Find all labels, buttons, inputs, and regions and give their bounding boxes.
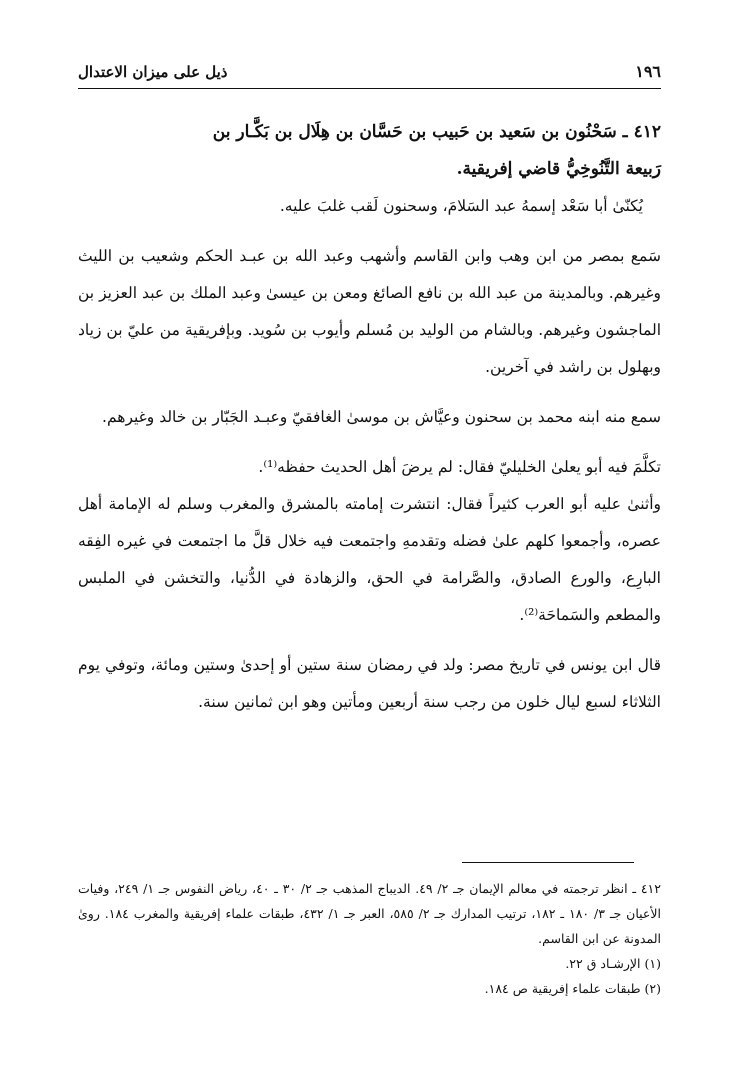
page-header	[78, 60, 663, 86]
paragraph-gap	[78, 436, 661, 449]
main-text	[78, 114, 661, 721]
paragraph-gap	[78, 634, 661, 647]
footnote-rule	[462, 862, 634, 863]
teachers-paragraph: سَمع بمصر من ابن وهب وابن القاسم وأشهب وعبد الله بن عبـد الحكم وشعيب بن الليث وغيرهم. وبالمدينة من عبد الله بن نافع الصائغ ومعن بن عيسىٰ وعبد الملك بن عبد العزيز بن الماجشون وغيرهم. وبالشام من الوليد بن مُسلم وأيوب بن سُويد. وبإفريقية من عليّ بن زياد وبهلول بن راشد في آخرين.	[78, 247, 661, 376]
death-paragraph: قال ابن يونس في تاريخ مصر: ولد في رمضان سنة ستين أو إحدىٰ وستين ومائة، وتوفي يوم الثلاثاء لسبع ليال خلون من رجب سنة أربعين ومأتين وهو ابن ثمانين سنة.	[78, 656, 661, 711]
footnote-2: (٢) طبقات علماء إفريقية ص ١٨٤.	[484, 981, 661, 996]
page-number: ١٩٦	[635, 62, 661, 81]
footnote-412: ٤١٢ ـ انظر ترجمته في معالم الإيمان جـ ٢/ ٤٩. الديباج المذهب جـ ٢/ ٣٠ ـ ٤٠، رياض النفوس جـ ١/ ٢٤٩، وفيات الأعيان جـ ٣/ ١٨٠ ـ ١٨٢، ترتيب المدارك جـ ٢/ ٥٨٥، العبر جـ ١/ ٤٣٢، طبقات علماء إفريقية والمغرب ١٨٤. روىٰ المدونة عن ابن القاسم.	[78, 881, 661, 946]
students-paragraph: سمع منه ابنه محمد بن سحنون وعيَّاش بن موسىٰ الغافقيّ وعبـد الجَبّار بن خالد وغيرهم.	[102, 408, 661, 426]
entry-heading-line-2: رَبيعة التَّنُوخِيُّ قاضي إفريقية.	[456, 159, 661, 179]
kunya-line: يُكنّىٰ أبا سَعْد إسمهُ عبد السَلامَ، وسحنون لَقب غلبَ عليه.	[279, 197, 643, 215]
footnote-1: (١) الإرشـاد ق ٢٢.	[565, 956, 661, 971]
paragraph-gap	[78, 386, 661, 399]
footnotes	[78, 876, 661, 1001]
header-rule	[78, 88, 661, 89]
criticism-paragraph: تكلَّمَ فيه أبو يعلىٰ الخليليّ فقال: لم يرضَ أهل الحديث حفظه⁽¹⁾.	[258, 458, 661, 476]
paragraph-gap	[78, 225, 661, 238]
entry-heading-line-1: ٤١٢ ـ سَحْنُون بن سَعيد بن حَبيب بن حَسَّان بن هِلَال بن بَكَّـار بن	[212, 122, 661, 142]
running-title: ذيل على ميزان الاعتدال	[78, 63, 228, 81]
praise-paragraph: وأثنىٰ عليه أبو العرب كثيراً فقال: انتشرت إمامته بالمشرق والمغرب وسلم له الإمامة أهل عصره، وأجمعوا كلهم علىٰ فضله وتقدمهِ واجتمعت فيه خلال قلَّ ما اجتمعت في غيره الفِقه البارِع، والورع الصادق، والصَّرامة في الحق، والزهادة في الدُّنيا، والتخشن في الملبس والمطعم والسَماحَة⁽²⁾.	[78, 495, 661, 624]
